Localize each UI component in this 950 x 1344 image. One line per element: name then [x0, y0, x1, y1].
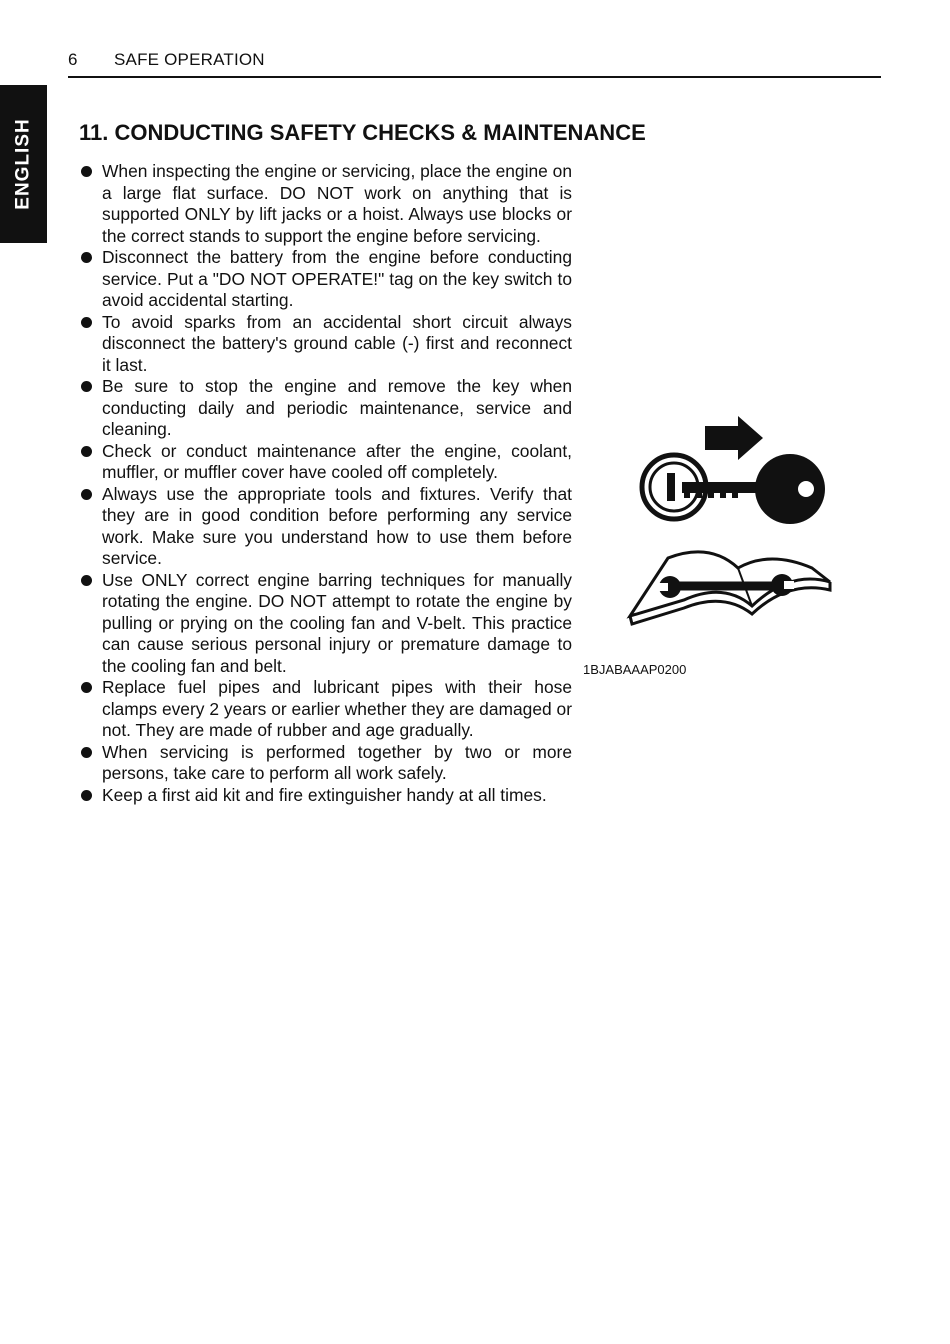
list-item	[80, 570, 572, 678]
section-name: SAFE OPERATION	[114, 50, 265, 69]
figure-code: 1BJABAAAP0200	[583, 662, 687, 677]
bullet-icon	[81, 575, 92, 586]
key-switch-icon	[642, 454, 825, 524]
manual-wrench-icon	[630, 552, 830, 624]
page-header	[68, 48, 881, 78]
key-and-manual-illustration	[620, 410, 840, 640]
list-item-text: When inspecting the engine or servicing, place the engine on a large flat surface. DO NOT work on anything that is supported ONLY by lift jacks or a hoist. Always use blocks or the correct stands to support the engine before servicing.	[102, 161, 572, 246]
list-item	[80, 161, 572, 247]
list-item	[80, 785, 572, 807]
list-item-text: Be sure to stop the engine and remove the key when conducting daily and periodic maintenance, service and cleaning.	[102, 376, 572, 439]
bullet-icon	[81, 790, 92, 801]
language-tab-label: ENGLISH	[12, 118, 34, 210]
safety-checklist	[80, 161, 572, 806]
list-item	[80, 441, 572, 484]
language-tab	[0, 85, 47, 243]
bullet-icon	[81, 747, 92, 758]
page-number: 6	[68, 50, 78, 69]
bullet-icon	[81, 317, 92, 328]
list-item	[80, 376, 572, 441]
list-item-text: Always use the appropriate tools and fixtures. Verify that they are in good condition before performing any service work. Make sure you understand how to use them before service.	[102, 483, 572, 568]
list-item-text: Disconnect the battery from the engine before conducting service. Put a "DO NOT OPERATE!" tag on the key switch to avoid accidental starting.	[102, 247, 572, 310]
list-item-text: Replace fuel pipes and lubricant pipes with their hose clamps every 2 years or earlier whether they are damaged or not. They are made of rubber and age gradually.	[102, 677, 572, 740]
list-item	[80, 247, 572, 312]
list-item	[80, 484, 572, 570]
arrow-icon	[705, 416, 763, 460]
list-item	[80, 677, 572, 742]
list-item-text: To avoid sparks from an accidental short circuit always disconnect the battery's ground cable (-) first and reconnect it last.	[102, 311, 572, 375]
bullet-icon	[81, 381, 92, 392]
list-item	[80, 312, 572, 377]
list-item-text: When servicing is performed together by two or more persons, take care to perform all work safely.	[102, 741, 572, 783]
bullet-icon	[81, 446, 92, 457]
section-title: 11. CONDUCTING SAFETY CHECKS & MAINTENANCE	[79, 120, 646, 145]
list-item-text: Keep a first aid kit and fire extinguisher handy at all times.	[102, 784, 547, 805]
bullet-icon	[81, 166, 92, 177]
list-item-text: Check or conduct maintenance after the engine, coolant, muffler, or muffler cover have cooled off completely.	[102, 440, 572, 482]
bullet-icon	[81, 252, 92, 263]
bullet-icon	[81, 682, 92, 693]
list-item-text: Use ONLY correct engine barring techniques for manually rotating the engine. DO NOT attempt to rotate the engine by pulling or prying on the cooling fan and V-belt. This practice can cause serious personal injury or premature damage to the cooling fan and belt.	[102, 569, 572, 676]
list-item	[80, 742, 572, 785]
bullet-icon	[81, 489, 92, 500]
